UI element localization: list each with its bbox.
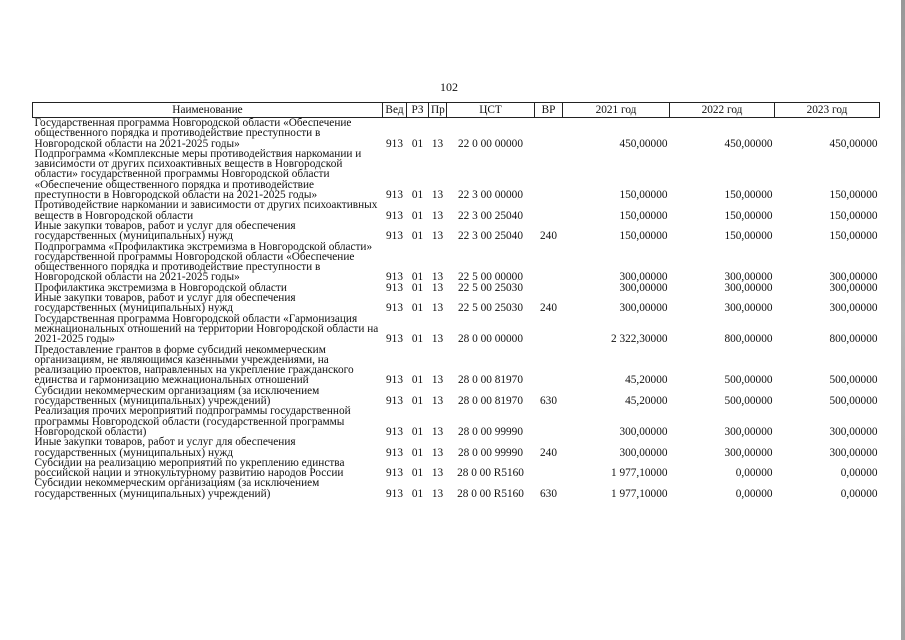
row-name: Реализация прочих мероприятий подпрограммы государственной программы Новгородской области (государственной программы Новгородской области): [34, 405, 351, 438]
row-cst: 28 0 00 99990: [458, 425, 523, 438]
row-ved: 913: [386, 230, 403, 243]
row-vr: [535, 458, 563, 479]
page-number: 102: [440, 80, 458, 94]
table-row: [33, 386, 880, 407]
row-cst: 22 5 00 00000: [458, 271, 523, 284]
row-rz: 01: [411, 374, 424, 387]
row-name: Субсидии на реализацию мероприятий по укреплению единства российской нации и этнокультурному развитию народов России: [34, 456, 345, 480]
row-ved: 913: [386, 209, 403, 222]
table-row: [33, 293, 880, 314]
row-2021: 1 977,10000: [611, 467, 668, 480]
row-2022: 800,00000: [724, 333, 773, 346]
header-name: Наименование: [33, 103, 383, 118]
table-body: [33, 118, 880, 499]
row-ved: 913: [386, 395, 403, 408]
row-2022: 500,00000: [724, 395, 773, 408]
row-2022: 0,00000: [735, 487, 773, 500]
row-vr: [535, 118, 563, 149]
row-pr: 13: [431, 271, 444, 284]
row-rz: 01: [411, 302, 424, 315]
row-name: Субсидии некоммерческим организациям (за исключением государственных (муниципальных) учреждений): [34, 384, 320, 408]
header-2023: 2023 год: [775, 103, 880, 118]
row-ved: 913: [386, 487, 403, 500]
row-rz: 01: [411, 446, 424, 459]
table-row: [33, 118, 880, 149]
header-cst: ЦСТ: [447, 103, 535, 118]
row-rz: 01: [411, 209, 424, 222]
row-pr: 13: [431, 467, 444, 480]
row-2021: 150,00000: [619, 189, 668, 202]
row-ved: 913: [386, 374, 403, 387]
row-cst: 22 5 00 25030: [458, 302, 523, 315]
row-2022: 150,00000: [724, 209, 773, 222]
row-vr: [535, 283, 563, 293]
row-cst: 28 0 00 99990: [458, 446, 523, 459]
row-rz: 01: [411, 137, 424, 150]
header-row: [33, 103, 880, 118]
row-name: Государственная программа Новгородской области «Обеспечение общественного порядка и противодействие преступности в Новгородской области на 2021-2025 годы»: [34, 117, 352, 150]
header-2022: 2022 год: [670, 103, 775, 118]
row-pr: 13: [431, 137, 444, 150]
row-pr: 13: [431, 374, 444, 387]
table-row: [33, 458, 880, 479]
row-vr: [535, 200, 563, 221]
row-rz: 01: [411, 189, 424, 202]
row-ved: 913: [386, 425, 403, 438]
row-pr: 13: [431, 487, 444, 500]
row-vr: [535, 149, 563, 200]
row-2023: 300,00000: [829, 302, 878, 315]
row-2021: 45,20000: [625, 374, 668, 387]
row-cst: 22 3 00 00000: [458, 189, 523, 202]
budget-table: [32, 102, 880, 499]
row-pr: 13: [431, 395, 444, 408]
row-2021: 1 977,10000: [611, 487, 668, 500]
row-cst: 22 5 00 25030: [458, 281, 523, 294]
row-2022: 300,00000: [724, 446, 773, 459]
header-vr: ВР: [535, 103, 563, 118]
row-2022: 300,00000: [724, 302, 773, 315]
row-rz: 01: [411, 230, 424, 243]
row-rz: 01: [411, 487, 424, 500]
row-name: Государственная программа Новгородской области «Гармонизация межнациональных отношений на территории Новгородской области на 2021-2025 годы»: [34, 312, 379, 346]
row-2022: 300,00000: [724, 425, 773, 438]
row-ved: 913: [386, 137, 403, 150]
row-2023: 0,00000: [840, 467, 878, 480]
row-ved: 913: [386, 281, 403, 294]
row-name: Иные закупки товаров, работ и услуг для обеспечения государственных (муниципальных) нужд: [34, 436, 296, 459]
row-2021: 150,00000: [619, 209, 668, 222]
row-vr: [535, 314, 563, 345]
table-row: [33, 345, 880, 386]
row-name: Профилактика экстремизма в Новгородской области: [34, 281, 287, 294]
row-pr: 13: [431, 189, 444, 202]
row-rz: 01: [411, 333, 424, 346]
row-ved: 913: [386, 333, 403, 346]
row-2023: 300,00000: [829, 281, 878, 294]
row-2021: 2 322,30000: [611, 333, 668, 346]
header-pr: Пр: [429, 103, 447, 118]
row-cst: 28 0 00 81970: [458, 374, 523, 387]
row-2022: 450,00000: [724, 137, 773, 150]
row-name: Подпрограмма «Профилактика экстремизма в Новгородской области» государственной программы Новгородской области «Обеспечение общественного порядка и противодействие преступности в Новгородской области на 2021-2025 годы»: [34, 240, 373, 284]
row-2022: 300,00000: [724, 271, 773, 284]
row-2022: 0,00000: [735, 467, 773, 480]
row-pr: 13: [431, 446, 444, 459]
row-vr: [535, 242, 563, 283]
row-cst: 28 0 00 00000: [458, 333, 523, 346]
row-name: Противодействие наркомании и зависимости от других психоактивных веществ в Новгородской области: [34, 199, 378, 222]
row-pr: 13: [431, 209, 444, 222]
row-2023: 800,00000: [829, 333, 878, 346]
row-2022: 300,00000: [724, 281, 773, 294]
table-row: [33, 437, 880, 458]
row-cst: 22 0 00 00000: [458, 137, 523, 150]
row-rz: 01: [411, 425, 424, 438]
header-rz: РЗ: [407, 103, 429, 118]
row-2023: 300,00000: [829, 446, 878, 459]
row-2021: 45,20000: [625, 395, 668, 408]
row-2021: 150,00000: [619, 230, 668, 243]
row-rz: 01: [411, 467, 424, 480]
row-2023: 150,00000: [829, 189, 878, 202]
row-name: Предоставление грантов в форме субсидий некоммерческим организациям, не являющимся казенными учреждениями, на реализацию проектов, направленных на укрепление гражданского единства и гармонизацию межнациональных отношений: [34, 343, 354, 387]
row-2021: 300,00000: [619, 446, 668, 459]
table-row: [33, 149, 880, 200]
row-pr: 13: [431, 281, 444, 294]
row-vr: 240: [540, 446, 557, 459]
table-row: [33, 406, 880, 437]
row-ved: 913: [386, 271, 403, 284]
header-2021: 2021 год: [563, 103, 670, 118]
table-row: [33, 314, 880, 345]
row-2022: 150,00000: [724, 189, 773, 202]
row-rz: 01: [411, 271, 424, 284]
row-2021: 300,00000: [619, 425, 668, 438]
table-row: [33, 221, 880, 242]
row-2023: 500,00000: [829, 395, 878, 408]
row-ved: 913: [386, 446, 403, 459]
row-2021: 300,00000: [619, 281, 668, 294]
row-vr: 240: [540, 302, 557, 315]
row-2023: 300,00000: [829, 271, 878, 284]
row-cst: 28 0 00 R5160: [457, 487, 524, 500]
row-cst: 22 3 00 25040: [458, 209, 523, 222]
row-name: Субсидии некоммерческим организациям (за исключением государственных (муниципальных) учреждений): [34, 477, 320, 500]
row-2021: 300,00000: [619, 302, 668, 315]
row-rz: 01: [411, 281, 424, 294]
row-vr: [535, 406, 563, 437]
row-name: Иные закупки товаров, работ и услуг для обеспечения государственных (муниципальных) нужд: [34, 292, 296, 315]
row-pr: 13: [431, 230, 444, 243]
row-2023: 0,00000: [840, 487, 878, 500]
header-ved: Вед: [383, 103, 407, 118]
row-cst: 22 3 00 25040: [458, 230, 523, 243]
row-2021: 300,00000: [619, 271, 668, 284]
scan-edge: [901, 0, 905, 640]
row-2023: 450,00000: [829, 137, 878, 150]
row-vr: 630: [540, 487, 557, 500]
row-pr: 13: [431, 425, 444, 438]
table-row: [33, 242, 880, 283]
row-name: Иные закупки товаров, работ и услуг для обеспечения государственных (муниципальных) нужд: [34, 219, 296, 243]
row-pr: 13: [431, 333, 444, 346]
row-2022: 150,00000: [724, 230, 773, 243]
row-2023: 150,00000: [829, 230, 878, 243]
table-row: [33, 200, 880, 221]
row-2023: 300,00000: [829, 425, 878, 438]
row-2021: 450,00000: [619, 137, 668, 150]
row-name: Подпрограмма «Комплексные меры противодействия наркомании и зависимости от других психоактивных веществ в Новгородской области» государственной программы Новгородской области «Обеспечение общественного порядка и противодействие преступности в Новгородской области на 2021-2025 годы»: [34, 147, 362, 202]
row-vr: 630: [540, 395, 557, 408]
row-rz: 01: [411, 395, 424, 408]
row-ved: 913: [386, 467, 403, 480]
row-cst: 28 0 00 R5160: [457, 467, 524, 480]
row-pr: 13: [431, 302, 444, 315]
table-row: [33, 478, 880, 499]
row-cst: 28 0 00 81970: [458, 395, 523, 408]
row-2023: 500,00000: [829, 374, 878, 387]
row-2023: 150,00000: [829, 209, 878, 222]
row-2022: 500,00000: [724, 374, 773, 387]
row-ved: 913: [386, 302, 403, 315]
row-ved: 913: [386, 189, 403, 202]
row-vr: [535, 345, 563, 386]
row-vr: 240: [540, 230, 557, 243]
